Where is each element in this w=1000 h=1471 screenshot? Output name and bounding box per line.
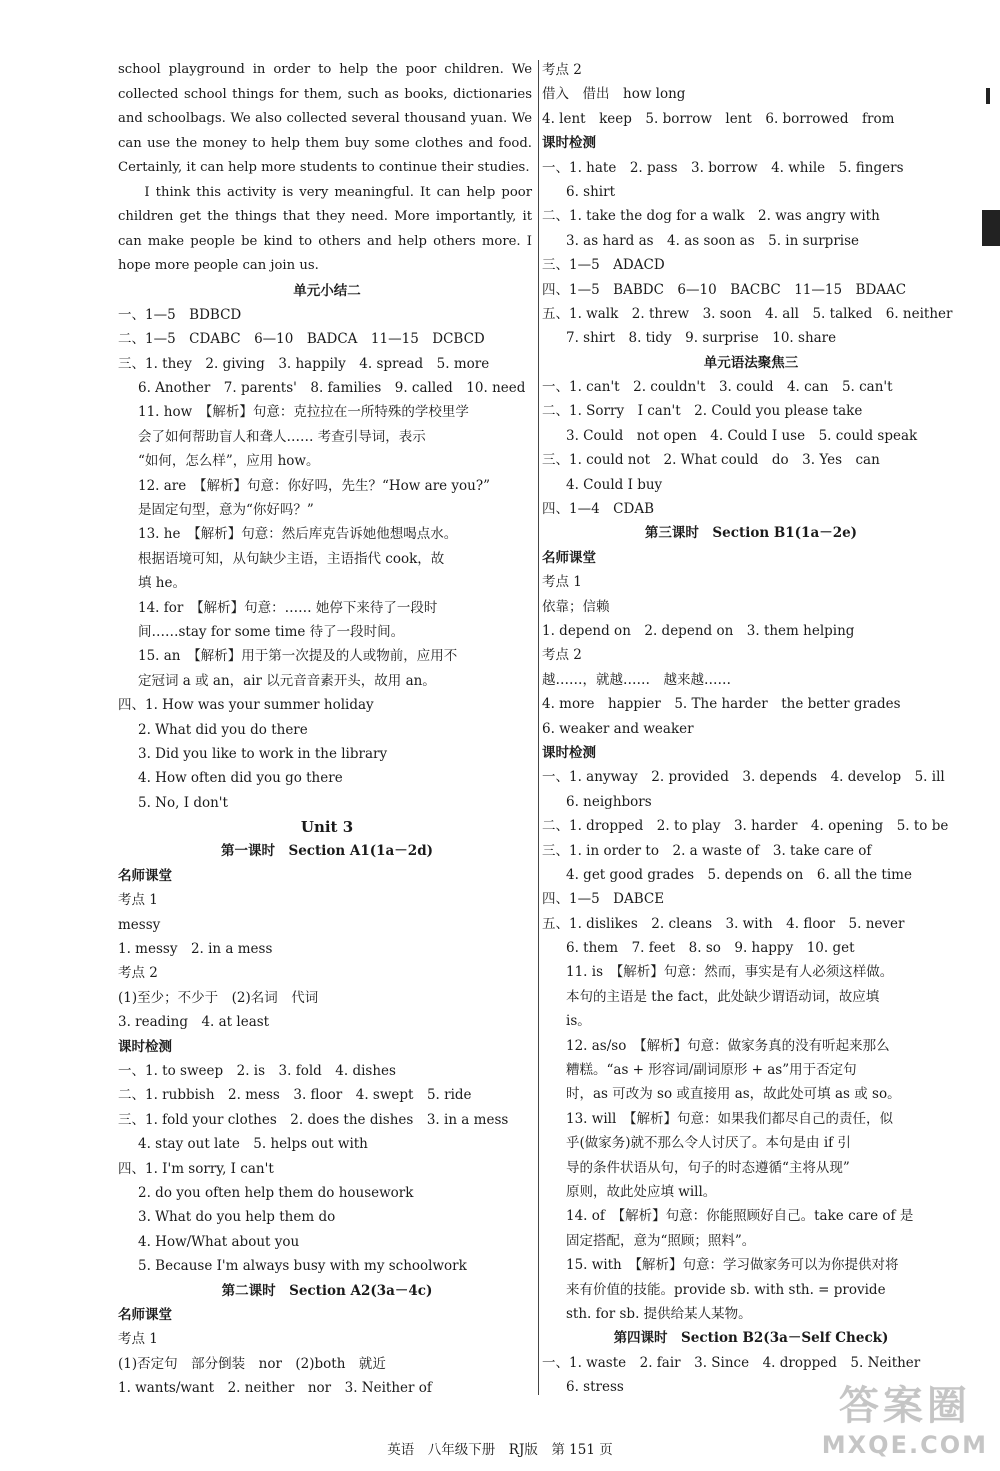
answer-line: 依靠；信赖 — [542, 598, 610, 615]
answer-line: 第四课时 Section B2(3a－Self Check) — [613, 1330, 889, 1347]
answer-line: 第二课时 Section A2(3a－4c) — [221, 1282, 433, 1299]
answer-line: 三、1. in order to 2. a waste of 3. take care of — [542, 842, 872, 859]
answer-line: 来有价值的技能。provide sb. with sth. = provide — [566, 1281, 886, 1298]
left-answer-lines — [118, 279, 536, 1401]
answer-line: 单元小结二 — [293, 282, 361, 299]
answer-line: 1. messy 2. in a mess — [118, 941, 273, 958]
answer-line: 5. No, I don't — [138, 794, 228, 811]
answer-line: 五、1. walk 2. threw 3. soon 4. all 5. talked 6. neither — [542, 305, 953, 322]
answer-line: 6. weaker and weaker — [542, 720, 694, 737]
answer-line: 三、1—5 ADACD — [542, 257, 665, 274]
right-answer-lines — [542, 58, 960, 1399]
answer-line: (1)否定句 部分倒装 nor (2)both 就近 — [118, 1355, 386, 1372]
answer-line: 4. lent keep 5. borrow lent 6. borrowed from — [542, 110, 895, 127]
answer-line: 3. What do you help them do — [138, 1209, 336, 1226]
answer-line: 五、1. dislikes 2. cleans 3. with 4. floor 5. never — [542, 915, 905, 932]
essay-paragraph: school playground in order to help the poor children. We collected school things for them, such as books, dictionaries and schoolbags. We also collected several thousand yuan. We can use the money to help them buy some clothes and food. Certainly, it can help more students to continue their studies. — [118, 62, 532, 175]
right-column — [542, 58, 960, 1399]
answer-line: 三、1. they 2. giving 3. happily 4. spread 5. more — [118, 355, 490, 372]
answer-line: 13. he 【解析】句意：然后库克告诉她他想喝点水。 — [138, 526, 458, 543]
answer-line: 14. of 【解析】句意：你能照顾好自己。take care of 是 — [566, 1208, 914, 1225]
answer-line: 一、1. anyway 2. provided 3. depends 4. develop 5. ill — [542, 769, 945, 786]
answer-line: 四、1. How was your summer holiday — [118, 697, 374, 714]
answer-line: 一、1. to sweep 2. is 3. fold 4. dishes — [118, 1063, 396, 1079]
answer-line: 6. Another 7. parents' 8. families 9. called 10. need — [138, 380, 526, 397]
answer-line: sth. for sb. 提供给某人某物。 — [566, 1305, 752, 1322]
answer-line: 12. as/so 【解析】句意：做家务真的没有听起来那么 — [566, 1037, 890, 1054]
answer-line: 名师课堂 — [542, 549, 596, 566]
answer-line: 考点 2 — [118, 965, 158, 982]
answer-line: 二、1—5 CDABC 6—10 BADCA 11—15 DCBCD — [118, 331, 485, 348]
answer-line: “如何，怎么样”，应用 how。 — [138, 453, 320, 470]
answer-line: 3. as hard as 4. as soon as 5. in surprise — [566, 232, 860, 249]
page-footer: 英语 八年级下册 RJ版 第 151 页 — [387, 1442, 613, 1458]
answer-line: 考点 2 — [542, 647, 582, 664]
answer-line: 12. are 【解析】句意：你好吗，先生？“How are you?” — [138, 477, 491, 494]
answer-line: 6. neighbors — [566, 793, 652, 810]
answer-line: 借入 借出 how long — [542, 86, 686, 103]
answer-line: 考点 1 — [542, 574, 582, 591]
answer-line: 4. more happier 5. The harder the better grades — [542, 696, 901, 713]
answer-line: 固定搭配，意为“照顾；照料”。 — [566, 1232, 756, 1249]
answer-line: 第一课时 Section A1(1a－2d) — [220, 843, 434, 860]
answer-line: 二、1. take the dog for a walk 2. was angry with — [542, 208, 880, 225]
answer-line: 一、1. can't 2. couldn't 3. could 4. can 5. can't — [542, 379, 893, 396]
answer-line: 导的条件状语从句，句子的时态遵循“主将从现” — [566, 1159, 850, 1176]
answer-line: 四、1—5 BABDC 6—10 BACBC 11—15 BDAAC — [542, 281, 907, 298]
essay-paragraph: I think this activity is very meaningful. It can help poor children get the things that they need. More importantly, it can make people be kind to others and help others more. I hope more people can join us. — [118, 184, 532, 273]
answer-line: 课时检测 — [118, 1038, 172, 1055]
answer-line: 考点 1 — [118, 892, 158, 909]
answer-line: 7. shirt 8. tidy 9. surprise 10. share — [566, 330, 837, 347]
answer-line: 4. get good grades 5. depends on 6. all the time — [566, 866, 912, 883]
answer-line: 原则，故此处应填 will。 — [566, 1183, 717, 1200]
answer-line: 一、1. waste 2. fair 3. Since 4. dropped 5. Neither — [542, 1354, 921, 1371]
answer-line: 4. How often did you go there — [138, 770, 343, 787]
page-edge-mark — [982, 210, 1000, 246]
answer-line: 一、1. hate 2. pass 3. borrow 4. while 5. fingers — [542, 159, 904, 176]
answer-line: 是固定句型，意为“你好吗？” — [138, 502, 314, 519]
answer-line: 4. How/What about you — [138, 1233, 300, 1250]
answer-line: 糟糕。“as + 形容词/副词原形 + as”用于否定句 — [566, 1062, 857, 1079]
answer-line: 名师课堂 — [118, 867, 172, 884]
answer-line: (1)至少；不少于 (2)名词 代词 — [118, 989, 319, 1006]
answer-line: 5. Because I'm always busy with my schoolwork — [138, 1258, 467, 1275]
answer-line: 13. will 【解析】句意：如果我们都尽自己的责任，似 — [566, 1110, 894, 1127]
answer-line: 6. them 7. feet 8. so 9. happy 10. get — [566, 940, 855, 957]
answer-line: 6. stress — [566, 1379, 624, 1396]
answer-line: 11. how 【解析】句意：克拉拉在一所特殊的学校里学 — [138, 404, 469, 421]
answer-line: 间……stay for some time 待了一段时间。 — [138, 623, 405, 640]
answer-line: 15. with 【解析】句意：学习做家务可以为你提供对将 — [566, 1257, 899, 1274]
answer-line: 会了如何帮助盲人和聋人…… 考查引导词，表示 — [138, 428, 426, 445]
answer-line: 15. an 【解析】用于第一次提及的人或物前，应用不 — [138, 648, 458, 665]
watermark-name: 答案圈 — [838, 1383, 971, 1429]
watermark-url: MXQE.COM — [821, 1431, 988, 1459]
answer-line: 四、1—5 DABCE — [542, 891, 665, 908]
answer-line: 填 he。 — [138, 575, 186, 592]
answer-line: 一、1—5 BDBCD — [118, 306, 242, 323]
answer-line: 4. Could I buy — [566, 476, 663, 493]
answer-line: 越……，就越…… 越来越…… — [542, 671, 731, 688]
answer-line: 第三课时 Section B1(1a－2e) — [644, 525, 858, 542]
answer-line: 乎(做家务)就不那么令人讨厌了。本句是由 if 引 — [566, 1135, 851, 1152]
column-divider — [538, 60, 539, 1395]
answer-line: 课时检测 — [542, 744, 596, 761]
answer-line: 根据语境可知，从句缺少主语，主语指代 cook，故 — [138, 550, 445, 567]
answer-line: 考点 2 — [542, 62, 582, 78]
answer-line: 单元语法聚焦三 — [703, 354, 799, 371]
left-column — [118, 58, 536, 1400]
answer-line: 三、1. could not 2. What could do 3. Yes can — [542, 452, 880, 469]
answer-line: messy — [118, 916, 161, 933]
answer-line: 3. reading 4. at least — [118, 1014, 270, 1031]
answer-line: is。 — [566, 1013, 591, 1030]
answer-line: 4. stay out late 5. helps out with — [138, 1136, 368, 1153]
answer-line: 三、1. fold your clothes 2. does the dishes 3. in a mess — [118, 1111, 509, 1128]
answer-line: 6. shirt — [566, 183, 615, 200]
answer-line: 14. for 【解析】句意：…… 她停下来待了一段时 — [138, 599, 438, 616]
answer-line: Unit 3 — [300, 818, 354, 837]
answer-line: 2. do you often help them do housework — [138, 1184, 414, 1201]
answer-line: 3. Could not open 4. Could I use 5. could speak — [566, 427, 918, 444]
answer-line: 二、1. rubbish 2. mess 3. floor 4. swept 5. ride — [118, 1087, 472, 1104]
answer-line: 四、1. I'm sorry, I can't — [118, 1160, 274, 1177]
answer-line: 11. is 【解析】句意：然而，事实是有人必须这样做。 — [566, 964, 894, 981]
answer-line: 定冠词 a 或 an，air 以元音音素开头，故用 an。 — [138, 672, 436, 689]
answer-line: 3. Did you like to work in the library — [138, 745, 388, 762]
answer-line: 课时检测 — [542, 135, 596, 152]
answer-line: 名师课堂 — [118, 1306, 172, 1323]
answer-line: 本句的主语是 the fact，此处缺少谓语动词，故应填 — [566, 988, 880, 1005]
answer-line: 1. wants/want 2. neither nor 3. Neither of — [118, 1380, 432, 1397]
page-edge-mark — [986, 88, 990, 104]
answer-line: 考点 1 — [118, 1331, 158, 1348]
answer-line: 1. depend on 2. depend on 3. them helping — [542, 622, 855, 639]
watermark-logo — [822, 1374, 988, 1459]
essay-text — [118, 58, 536, 279]
answer-line: 2. What did you do there — [138, 721, 308, 738]
answer-line: 二、1. Sorry I can't 2. Could you please take — [542, 403, 863, 420]
answer-line: 四、1—4 CDAB — [542, 501, 655, 518]
answer-line: 时，as 可改为 so 或直接用 as，故此处可填 as 或 so。 — [566, 1086, 901, 1103]
answer-line: 二、1. dropped 2. to play 3. harder 4. opening 5. to be — [542, 818, 949, 835]
